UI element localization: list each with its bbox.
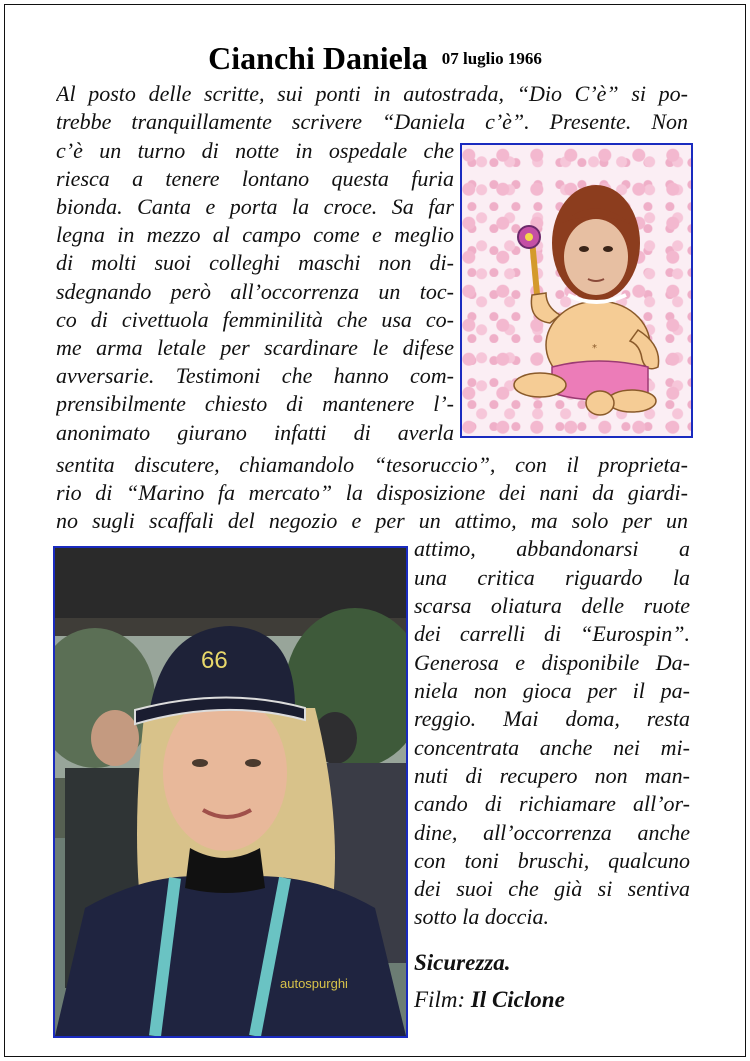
quality-label: Sicurezza. [414,950,511,975]
text-line: prensibilmente chiesto di mantenere l’- [56,391,454,416]
text-line: reggio. Mai doma, resta [414,706,690,731]
text-line: niela non gioca per il pa- [414,678,690,703]
text-line: anonimato giurano infatti di averla [56,420,454,445]
svg-text:*: * [592,343,597,354]
text-line: co di civettuola femminilità che usa co- [56,307,454,332]
text-line: sentita discutere, chiamandolo “tesoruccio”, con il proprieta- [56,452,688,477]
text-line: avversarie. Testimoni che hanno com- [56,363,454,388]
text-line: no sugli scaffali del negozio e per un attimo, ma solo per un [56,508,688,533]
text-line: legna in mezzo al campo come e meglio [56,222,454,247]
text-line: una critica riguardo la [414,565,690,590]
page-title [0,40,750,77]
text-line: rio di “Marino fa mercato” la disposizione dei nani da giardi- [56,480,688,505]
text-line: Generosa e disponibile Da- [414,650,690,675]
cap-number: 66 [201,647,228,674]
text-line-last: sotto la doccia. [414,904,550,929]
film-title: Il Ciclone [470,987,565,1012]
text-line: nuti di recupero non man- [414,763,690,788]
text-line: me arma letale per scardinare le difese [56,335,454,360]
text-line: riesca a tenere lontano questa furia [56,166,454,191]
text-line: scarsa oliatura delle ruote [414,593,690,618]
text-line: dei suoi che già si sentiva [414,876,690,901]
text-line: attimo, abbandonarsi a [414,536,690,561]
film-line [414,985,565,1015]
text-line: trebbe tranquillamente scrivere “Daniela c’è”. Presente. Non [56,109,688,134]
text-line: Al posto delle scritte, sui ponti in autostrada, “Dio C’è” si po- [56,81,688,106]
text-line: dei carrelli di “Eurospin”. [414,621,690,646]
player-name: Cianchi Daniela [208,40,428,76]
text-line: con toni bruschi, qualcuno [414,848,690,873]
text-line: di molti suoi colleghi maschi non di- [56,250,454,275]
birth-date: 07 luglio 1966 [441,48,542,68]
text-line: cando di richiamare all’or- [414,791,690,816]
text-line: bionda. Canta e porta la croce. Sa far [56,194,454,219]
text-line: concentrata anche nei mi- [414,735,690,760]
film-label: Film: [414,987,466,1012]
text-line: c’è un turno di notte in ospedale che [56,138,454,163]
player-photo [53,546,408,1038]
text-line: sdegnando però all’occorrenza un toc- [56,279,454,304]
text-line: dine, all’occorrenza anche [414,820,690,845]
sweatshirt-logo-text: autospurghi [280,976,348,991]
baby-cartoon-image [460,143,693,438]
